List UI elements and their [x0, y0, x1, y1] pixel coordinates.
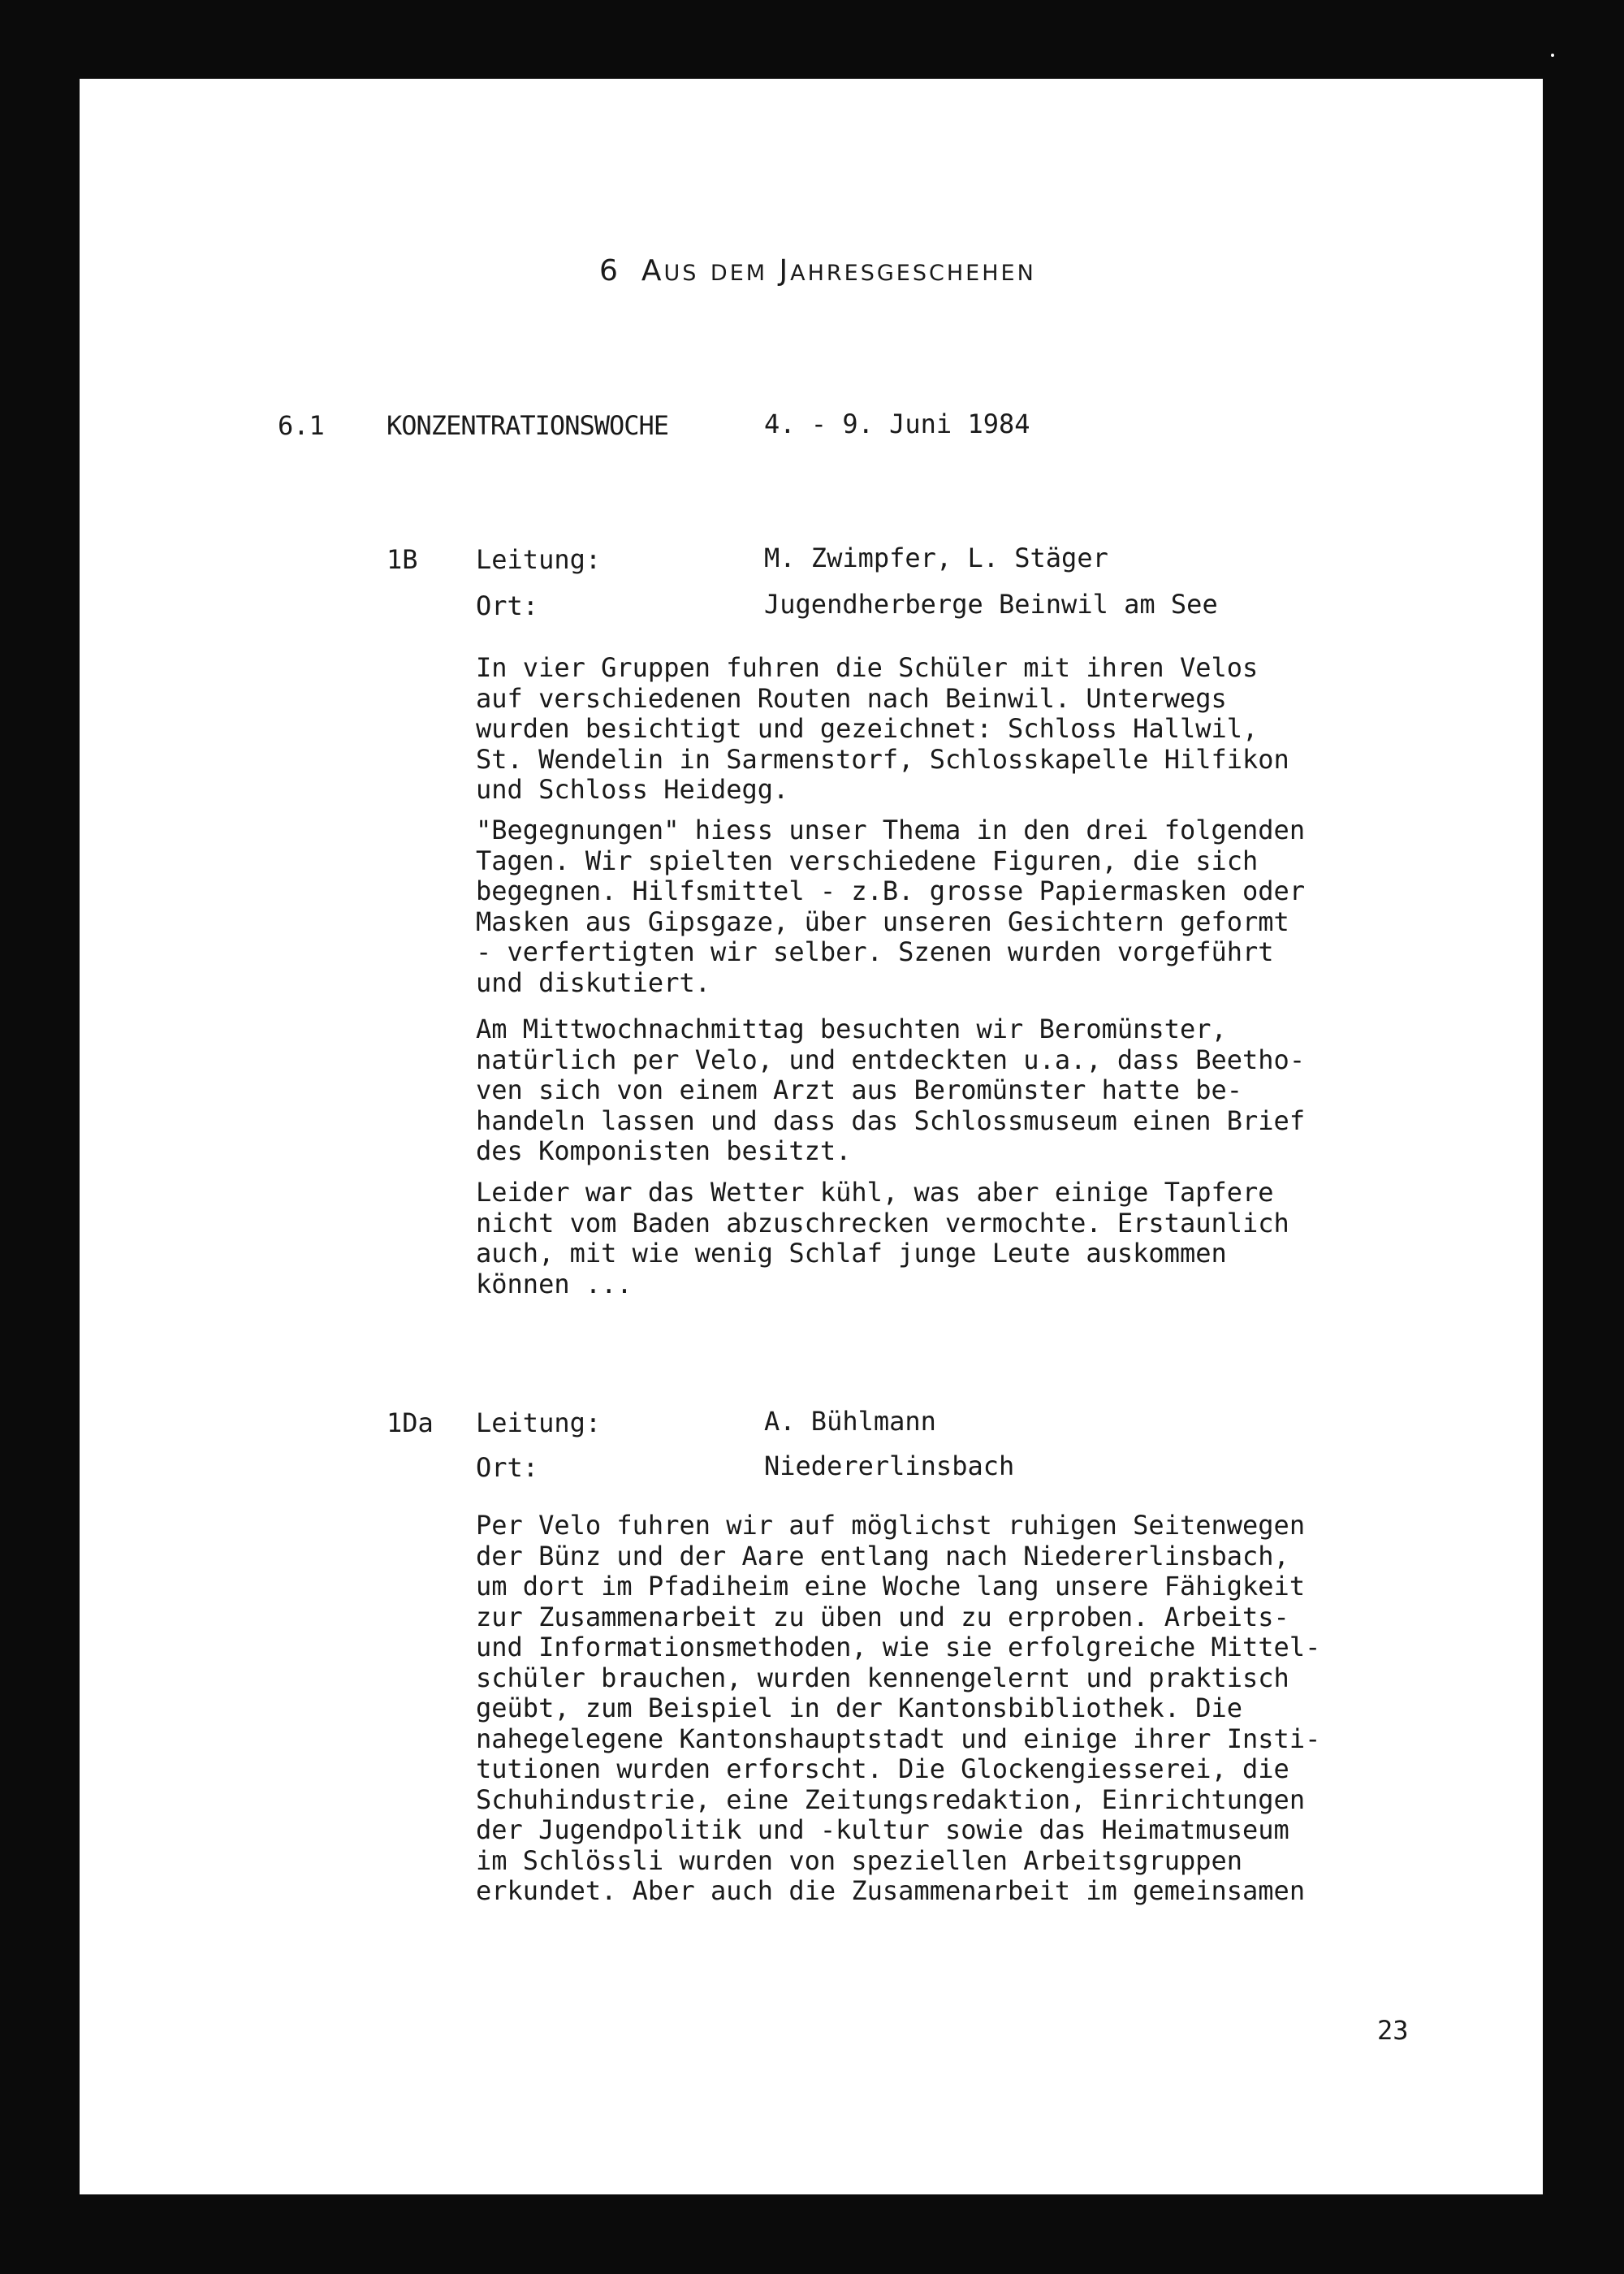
text-line: auf verschiedenen Routen nach Beinwil. Unterwegs	[476, 682, 1227, 714]
text-line: und Informationsmethoden, wie sie erfolgreiche Mittel-	[476, 1632, 1321, 1662]
text-line: Leider war das Wetter kühl, was aber einige Tapfere	[476, 1177, 1274, 1208]
text-line: erkundet. Aber auch die Zusammenarbeit im gemeinsamen	[476, 1875, 1306, 1906]
text-line: begegnen. Hilfsmittel - z.B. grosse Papiermasken oder	[476, 875, 1306, 906]
text-line: können ...	[476, 1268, 633, 1299]
class-label-1da: 1Da	[387, 1407, 434, 1438]
scan-speck	[1551, 54, 1554, 57]
text-line: Masken aus Gipsgaze, über unseren Gesichtern geformt	[476, 906, 1289, 937]
section-number: 6.1	[278, 410, 325, 441]
ort-label: Ort:	[476, 590, 539, 621]
text-line: des Komponisten besitzt.	[476, 1135, 852, 1166]
paragraph-1b-2	[476, 815, 1466, 998]
chapter-word-1: AUS	[641, 254, 699, 287]
text-line: In vier Gruppen fuhren die Schüler mit ihren Velos	[476, 652, 1259, 683]
text-line: St. Wendelin in Sarmenstorf, Schlosskapelle Hilfikon	[476, 743, 1289, 775]
text-line: wurden besichtigt und gezeichnet: Schloss Hallwil,	[476, 713, 1259, 744]
ort-value: Jugendherberge Beinwil am See	[764, 589, 1218, 620]
leitung-value: M. Zwimpfer, L. Stäger	[764, 543, 1108, 573]
chapter-number: 6	[599, 254, 620, 287]
paragraph-1b-4	[476, 1178, 1466, 1299]
text-line: im Schlössli wurden von speziellen Arbeitsgruppen	[476, 1844, 1243, 1876]
ort-label: Ort:	[476, 1452, 539, 1483]
leitung-label: Leitung:	[476, 544, 602, 575]
text-line: Tagen. Wir spielten verschiedene Figuren, die sich	[476, 845, 1259, 876]
document-page	[80, 79, 1543, 2194]
text-line: und diskutiert.	[476, 966, 710, 998]
paragraph-1da-1	[476, 1511, 1466, 1907]
text-line: Schuhindustrie, eine Zeitungsredaktion, Einrichtungen	[476, 1783, 1306, 1815]
chapter-word-3: JAHRESGESCHEHEN	[779, 254, 1036, 287]
section-title: KONZENTRATIONSWOCHE	[387, 410, 669, 441]
text-line: nicht vom Baden abzuschrecken vermochte. Erstaunlich	[476, 1207, 1289, 1239]
text-line: handeln lassen und dass das Schlossmuseum einen Brief	[476, 1105, 1306, 1136]
class-label-1b: 1B	[387, 544, 418, 575]
ort-value: Niedererlinsbach	[764, 1450, 1015, 1481]
text-line: der Jugendpolitik und -kultur sowie das Heimatmuseum	[476, 1814, 1289, 1845]
section-date: 4. - 9. Juni 1984	[764, 409, 1030, 439]
text-line: ven sich von einem Arzt aus Beromünster hatte be-	[476, 1074, 1243, 1105]
text-line: - verfertigten wir selber. Szenen wurden vorgeführt	[476, 936, 1274, 967]
text-line: auch, mit wie wenig Schlaf junge Leute auskommen	[476, 1238, 1227, 1269]
text-line: "Begegnungen" hiess unser Thema in den drei folgenden	[476, 815, 1306, 845]
page-number: 23	[1377, 2015, 1409, 2046]
text-line: schüler brauchen, wurden kennengelernt und praktisch	[476, 1662, 1289, 1693]
text-line: Am Mittwochnachmittag besuchten wir Beromünster,	[476, 1014, 1227, 1044]
paragraph-1b-1	[476, 653, 1466, 806]
text-line: tutionen wurden erforscht. Die Glockengiesserei, die	[476, 1753, 1289, 1784]
text-line: nahegelegene Kantonshauptstadt und einige ihrer Insti-	[476, 1723, 1321, 1754]
text-line: natürlich per Velo, und entdeckten u.a., dass Beetho-	[476, 1044, 1306, 1075]
chapter-title	[599, 254, 1036, 287]
paragraph-1b-3	[476, 1014, 1466, 1167]
chapter-word-2: DEM	[710, 261, 768, 286]
text-line: der Bünz und der Aare entlang nach Niedererlinsbach,	[476, 1540, 1289, 1571]
text-line: um dort im Pfadiheim eine Woche lang unsere Fähigkeit	[476, 1571, 1306, 1602]
text-line: Per Velo fuhren wir auf möglichst ruhigen Seitenwegen	[476, 1510, 1306, 1541]
text-line: zur Zusammenarbeit zu üben und zu erproben. Arbeits-	[476, 1601, 1289, 1632]
leitung-value: A. Bühlmann	[764, 1406, 936, 1437]
leitung-label: Leitung:	[476, 1407, 602, 1438]
text-line: geübt, zum Beispiel in der Kantonsbibliothek. Die	[476, 1693, 1243, 1723]
text-line: und Schloss Heidegg.	[476, 774, 789, 805]
